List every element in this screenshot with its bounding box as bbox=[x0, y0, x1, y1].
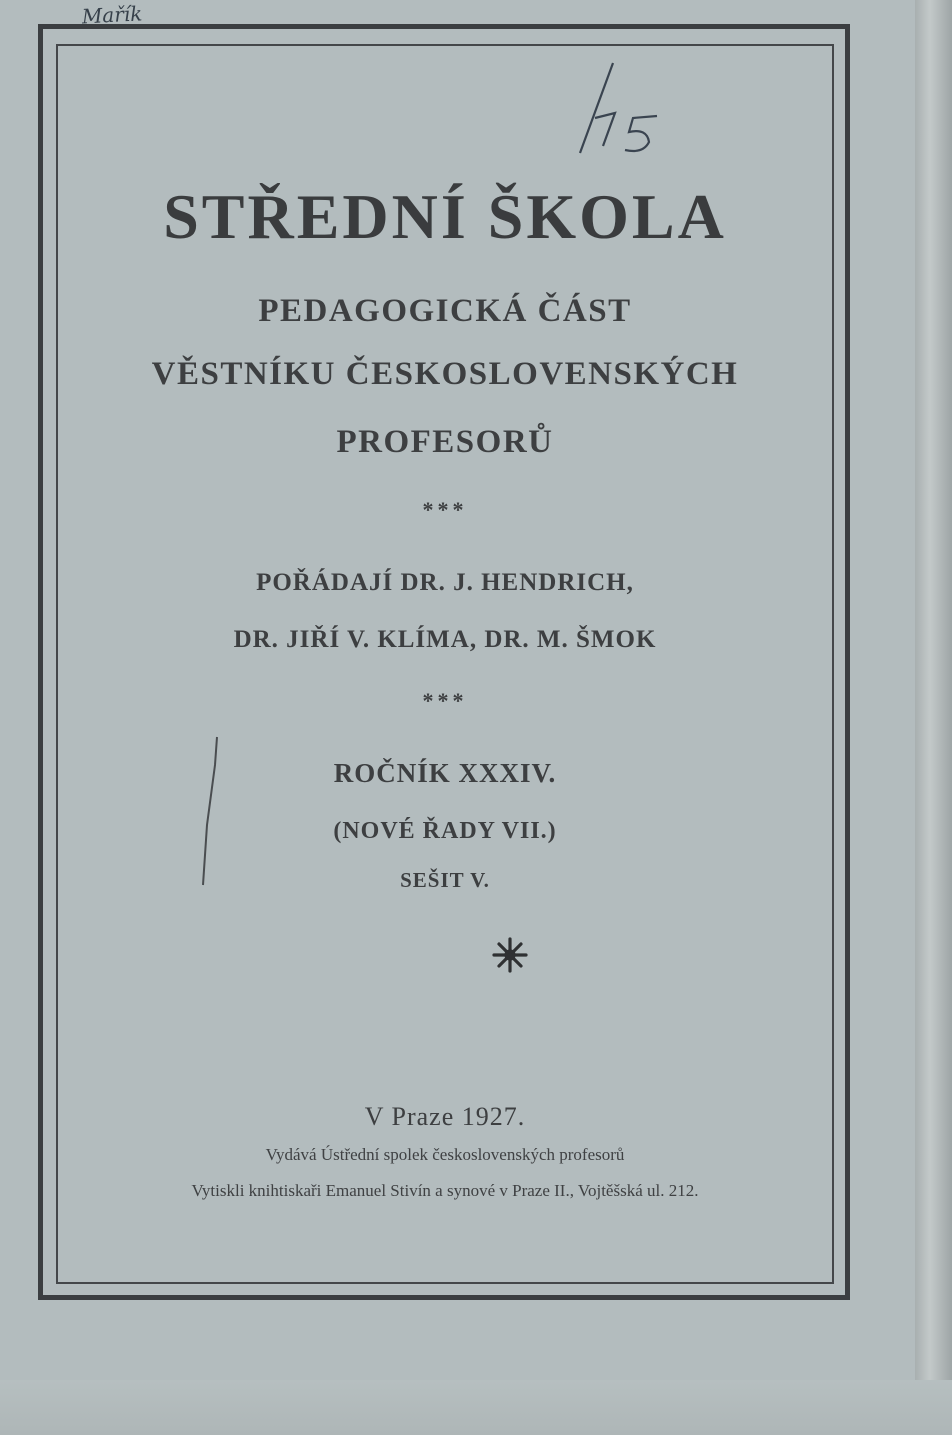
place-and-year: V Praze 1927. bbox=[364, 1102, 526, 1131]
journal-title: STŘEDNÍ ŠKOLA bbox=[163, 181, 727, 252]
handwritten-owner-name: Mařík bbox=[81, 1, 143, 29]
paper-bottom-edge bbox=[0, 1380, 952, 1435]
handwritten-number-mark bbox=[525, 58, 675, 168]
subtitle-line-3: PROFESORŮ bbox=[336, 424, 554, 460]
series-line: (NOVÉ ŘADY VII.) bbox=[333, 818, 557, 844]
separator-stars-2: *** bbox=[422, 688, 468, 713]
separator-stars-1: *** bbox=[422, 497, 468, 522]
printer-line: Vytiskli knihtiskaři Emanuel Stivín a synové v Praze II., Vojtěšská ul. 212. bbox=[191, 1181, 699, 1200]
paper-edge bbox=[915, 0, 952, 1435]
editors-line-2: DR. JIŘÍ V. KLÍMA, DR. M. ŠMOK bbox=[233, 626, 657, 653]
volume-line: ROČNÍK XXXIV. bbox=[333, 758, 557, 788]
issue-line: SEŠIT V. bbox=[400, 868, 490, 892]
publisher-line: Vydává Ústřední spolek československých profesorů bbox=[265, 1145, 625, 1164]
editors-line-1: POŘÁDAJÍ DR. J. HENDRICH, bbox=[256, 569, 634, 596]
subtitle-line-1: PEDAGOGICKÁ ČÁST bbox=[258, 293, 632, 329]
ornament-asterisk-icon bbox=[56, 935, 834, 975]
subtitle-line-2: VĚSTNÍKU ČESKOSLOVENSKÝCH bbox=[151, 356, 739, 392]
